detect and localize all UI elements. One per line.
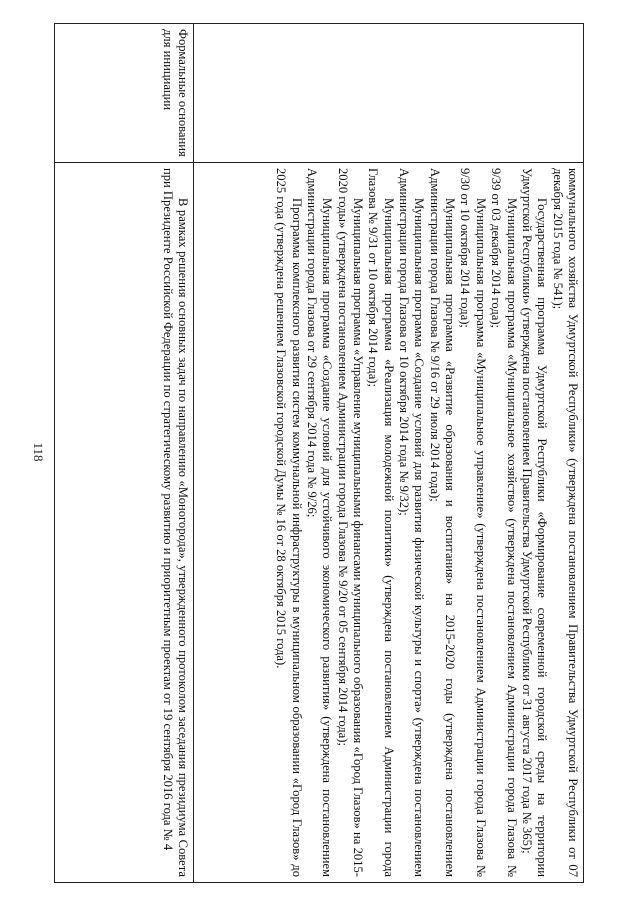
- document-table: [54, 23, 584, 883]
- paragraph: Государственная программа Удмуртской Республики «Формирование современной городской среды на территории Удмуртской Республики» (утверждена постановлением Правительства Удмуртской Республики от 31 августа 2017 года № 365);: [519, 168, 550, 877]
- paragraph: Муниципальная программа «Создание условий для развития физической культуры и спорта» (утверждена постановлением Администрации города Глазова от 10 октября 2014 года № 9/32);: [397, 168, 427, 877]
- table-row: [194, 24, 584, 883]
- row-label-cell: [55, 24, 194, 163]
- paragraph: Муниципальная программа «Развитие образования и воспитания» на 2015-2020 годы (утверждена постановлением Администрации города Глазова № 9/16 от 29 июля 2014 года);: [427, 168, 458, 877]
- paragraph: Программа комплексного развития систем коммунальной инфраструктуры в муниципальном образовании «Город Глазов» до 2025 года (утверждена решением Глазовской городской Думы № 16 от 28 октября 2015 года).: [274, 168, 304, 877]
- paragraph: Муниципальная программа «Управление муниципальными финансами муниципального образования «Город Глазов» на 2015-2020 годы» (утверждена постановлением Администрации города Глазова № 9/20 от 05 сентября 2014 года);: [335, 168, 365, 877]
- paragraph: В рамках решения основных задач по направлению «Моногорода», утвержденного протоколом заседания президиума Совета при Президенте Российской Федерации по стратегическому развитию и приоритетным проектам от 19 сентября 2016 года № 4: [160, 168, 190, 877]
- paragraph: Муниципальная программа «Муниципальное хозяйство» (утверждена постановлением Администрации города Глазова № 9/39 от 03 декабря 2014 года);: [489, 168, 519, 877]
- table-row: [55, 24, 194, 883]
- row-label: Формальные основания для инициации: [160, 29, 190, 157]
- paragraph: Муниципальная программа «Реализация молодежной политики» (утверждена постановлением Администрации города Глазова № 9/31 от 10 октября 2014 года);: [366, 168, 396, 877]
- row-content-cell: [194, 163, 584, 883]
- paragraph: Муниципальная программа «Муниципальное управление» (утверждена постановлением Администрации города Глазова № 9/30 от 10 октября 2014 года);: [458, 168, 488, 877]
- document-table-frame: [54, 23, 584, 883]
- row-content-cell: [55, 163, 194, 883]
- paragraph: коммунального хозяйства Удмуртской Республики» (утверждена постановлением Правительства Удмуртской Республики от 07 декабря 2015 года № 541);: [550, 168, 580, 877]
- paragraph: Муниципальная программа «Создание условий для устойчивого экономического развития» (утверждена постановлением Администрации города Глазова от 29 сентября 2014 года № 9/26;: [304, 168, 335, 877]
- page-number: 118: [31, 442, 46, 462]
- row-label-cell: [194, 24, 584, 163]
